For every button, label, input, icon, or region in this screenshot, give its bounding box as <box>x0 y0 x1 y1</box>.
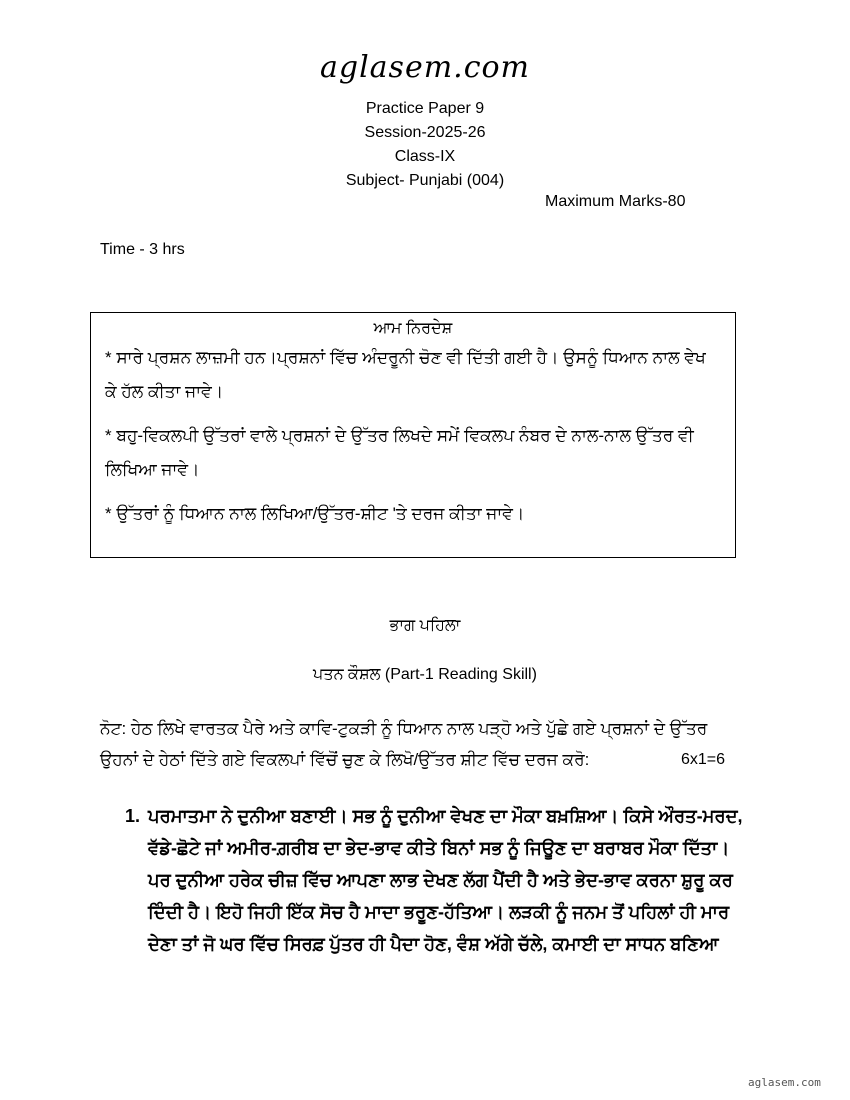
part-subtitle: ਪਤਨ ਕੌਸ਼ਲ (Part-1 Reading Skill) <box>313 666 537 683</box>
maximum-marks: Maximum Marks-80 <box>545 193 686 210</box>
instruction-item: * ਉੱਤਰਾਂ ਨੂੰ ਧਿਆਨ ਨਾਲ ਲਿਖਿਆ/ਉੱਤਰ-ਸ਼ੀਟ 'ਤੇ ਦਰਜ ਕੀਤਾ ਜਾਵੇ। <box>105 504 525 523</box>
general-instructions-box <box>90 312 736 558</box>
site-logo: aglasem.com <box>319 50 530 85</box>
paper-header <box>0 97 850 193</box>
question-1 <box>125 800 750 960</box>
note-marks: 6x1=6 <box>680 751 725 768</box>
subject-label: Subject- Punjabi (004) <box>345 172 505 189</box>
instructions-title: ਆਮ ਨਿਰਦੇਸ਼ <box>373 320 453 337</box>
note-text: ਨੋਟ: ਹੇਠ ਲਿਖੇ ਵਾਰਤਕ ਪੈਰੇ ਅਤੇ ਕਾਵਿ-ਟੁਕੜੀ ਨੂੰ ਧਿਆਨ ਨਾਲ ਪੜ੍ਹੋ ਅਤੇ ਪੁੱਛੇ ਗਏ ਪ੍ਰਸ਼ਨਾਂ ਦੇ ਉੱਤਰ ਉਹਨਾਂ ਦੇ ਹੇਠਾਂ ਦਿੱਤੇ ਗਏ ਵਿਕਲਪਾਂ ਵਿੱਚੋਂ ਚੁਣ ਕੇ ਲਿਖੋ/ਉੱਤਰ ਸ਼ੀਟ ਵਿੱਚ ਦਰਜ ਕਰੋ: <box>100 719 708 769</box>
class-label: Class-IX <box>394 148 456 165</box>
time-duration: Time - 3 hrs <box>100 241 185 258</box>
footer-watermark: aglasem.com <box>748 1076 821 1089</box>
section-note <box>100 713 740 775</box>
question-passage: ਪਰਮਾਤਮਾ ਨੇ ਦੁਨੀਆ ਬਣਾਈ। ਸਭ ਨੂੰ ਦੁਨੀਆ ਵੇਖਣ ਦਾ ਮੌਕਾ ਬਖ਼ਸ਼ਿਆ। ਕਿਸੇ ਔਰਤ-ਮਰਦ, ਵੱਡੇ-ਛੋਟੇ ਜਾਂ ਅਮੀਰ-ਗ਼ਰੀਬ ਦਾ ਭੇਦ-ਭਾਵ ਕੀਤੇ ਬਿਨਾਂ ਸਭ ਨੂੰ ਜਿਊਣ ਦਾ ਬਰਾਬਰ ਮੌਕਾ ਦਿੱਤਾ। ਪਰ ਦੁਨੀਆ ਹਰੇਕ ਚੀਜ਼ ਵਿੱਚ ਆਪਣਾ ਲਾਭ ਦੇਖਣ ਲੱਗ ਪੈਂਦੀ ਹੈ ਅਤੇ ਭੇਦ-ਭਾਵ ਕਰਨਾ ਸ਼ੁਰੂ ਕਰ ਦਿੰਦੀ ਹੈ। ਇਹੋ ਜਿਹੀ ਇੱਕ ਸੋਚ ਹੈ ਮਾਦਾ ਭਰੂਣ-ਹੱਤਿਆ। ਲੜਕੀ ਨੂੰ ਜਨਮ ਤੋਂ ਪਹਿਲਾਂ ਹੀ ਮਾਰ ਦੇਣਾ ਤਾਂ ਜੋ ਘਰ ਵਿੱਚ ਸਿਰਫ਼ ਪੁੱਤਰ ਹੀ ਪੈਦਾ ਹੋਣ, ਵੰਸ਼ ਅੱਗੇ ਚੱਲੇ, ਕਮਾਈ ਦਾ ਸਾਧਨ ਬਣਿਆ <box>148 806 743 954</box>
question-number: 1. <box>125 806 141 826</box>
session: Session-2025-26 <box>364 124 486 141</box>
instruction-item: * ਸਾਰੇ ਪ੍ਰਸ਼ਨ ਲਾਜ਼ਮੀ ਹਨ।ਪ੍ਰਸ਼ਨਾਂ ਵਿੱਚ ਅੰਦਰੂਨੀ ਚੋਣ ਵੀ ਦਿੱਤੀ ਗਈ ਹੈ। ਉਸਨੂੰ ਧਿਆਨ ਨਾਲ ਵੇਖ ਕੇ ਹੱਲ ਕੀਤਾ ਜਾਵੇ। <box>105 348 706 401</box>
instruction-item: * ਬਹੁ-ਵਿਕਲਪੀ ਉੱਤਰਾਂ ਵਾਲੇ ਪ੍ਰਸ਼ਨਾਂ ਦੇ ਉੱਤਰ ਲਿਖਦੇ ਸਮੇਂ ਵਿਕਲਪ ਨੰਬਰ ਦੇ ਨਾਲ-ਨਾਲ ਉੱਤਰ ਵੀ ਲਿਖਿਆ ਜਾਵੇ। <box>105 426 694 479</box>
part-title: ਭਾਗ ਪਹਿਲਾ <box>389 617 461 634</box>
paper-title: Practice Paper 9 <box>365 100 485 117</box>
